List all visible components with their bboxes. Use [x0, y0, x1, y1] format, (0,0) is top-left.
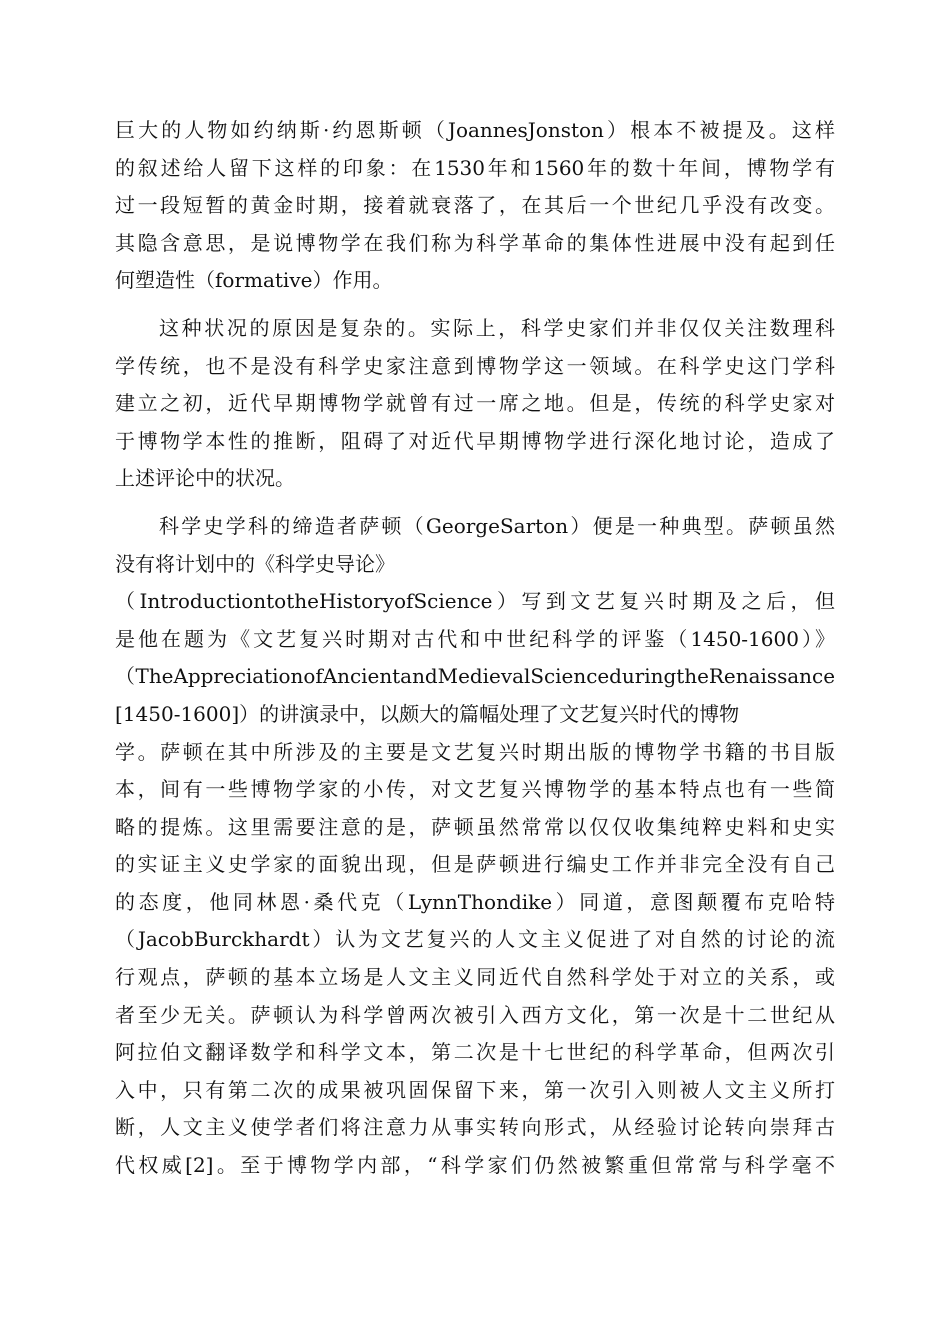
text-line: （TheAppreciationofAncientandMedievalScienceduringtheRenaissance — [115, 664, 835, 689]
text-line: 入中，只有第二次的成果被巩固保留下来，第一次引入则被人文主义所打 — [115, 1077, 835, 1102]
text-line: （IntroductiontotheHistoryofScience）写到文艺复兴时期及之后，但 — [115, 589, 835, 614]
body-text — [115, 112, 835, 1185]
paragraph-3 — [115, 508, 835, 1185]
text-line: 者至少无关。萨顿认为科学曾两次被引入西方文化，第一次是十二世纪从 — [115, 1002, 835, 1027]
text-line: 断，人文主义使学者们将注意力从事实转向形式，从经验讨论转向崇拜古 — [115, 1115, 835, 1140]
text-line: 科学史学科的缔造者萨顿（GeorgeSarton）便是一种典型。萨顿虽然 — [159, 513, 835, 538]
text-line: 是他在题为《文艺复兴时期对古代和中世纪科学的评鉴（1450-1600）》 — [115, 626, 835, 651]
paragraph-2 — [115, 310, 835, 498]
text-line: [1450-1600]）的讲演录中，以颇大的篇幅处理了文艺复兴时代的博物 — [115, 701, 740, 726]
text-line: 上述评论中的状况。 — [115, 466, 295, 491]
text-line: 巨大的人物如约纳斯·约恩斯顿（JoannesJonston）根本不被提及。这样 — [115, 118, 835, 142]
text-line: 于博物学本性的推断，阻碍了对近代早期博物学进行深化地讨论，造成了 — [115, 428, 835, 453]
text-line: 其隐含意思，是说博物学在我们称为科学革命的集体性进展中没有起到任 — [115, 230, 835, 255]
text-line: 本，间有一些博物学家的小传，对文艺复兴博物学的基本特点也有一些简 — [115, 777, 835, 802]
paragraph-spacer — [115, 498, 835, 508]
text-line: 的态度，他同林恩·桑代克（LynnThondike）同道，意图颠覆布克哈特 — [115, 889, 835, 914]
text-line: 没有将计划中的《科学史导论》 — [115, 551, 395, 576]
text-line: 的叙述给人留下这样的印象：在1530年和1560年的数十年间，博物学有 — [115, 155, 835, 180]
text-line: 建立之初，近代早期博物学就曾有过一席之地。但是，传统的科学史家对 — [115, 391, 835, 416]
text-line: 这种状况的原因是复杂的。实际上，科学史家们并非仅仅关注数理科 — [159, 315, 835, 340]
paragraph-1 — [115, 112, 835, 300]
text-line: 学。萨顿在其中所涉及的主要是文艺复兴时期出版的博物学书籍的书目版 — [115, 739, 835, 764]
text-line: （JacobBurckhardt）认为文艺复兴的人文主义促进了对自然的讨论的流 — [115, 927, 835, 952]
text-line: 略的提炼。这里需要注意的是，萨顿虽然常常以仅仅收集纯粹史料和史实 — [115, 814, 835, 839]
text-line: 学传统，也不是没有科学史家注意到博物学这一领域。在科学史这门学科 — [115, 353, 835, 378]
text-line: 的实证主义史学家的面貌出现，但是萨顿进行编史工作并非完全没有自己 — [115, 852, 835, 877]
text-line: 行观点，萨顿的基本立场是人文主义同近代自然科学处于对立的关系，或 — [115, 965, 835, 990]
text-line: 何塑造性（formative）作用。 — [115, 268, 393, 293]
paragraph-spacer — [115, 300, 835, 310]
text-line: 阿拉伯文翻译数学和科学文本，第二次是十七世纪的科学革命，但两次引 — [115, 1040, 835, 1065]
text-line: 代权威[2]。至于博物学内部，“科学家们仍然被繁重但常常与科学毫不 — [115, 1153, 835, 1178]
text-line: 过一段短暂的黄金时期，接着就衰落了，在其后一个世纪几乎没有改变。 — [115, 193, 835, 218]
